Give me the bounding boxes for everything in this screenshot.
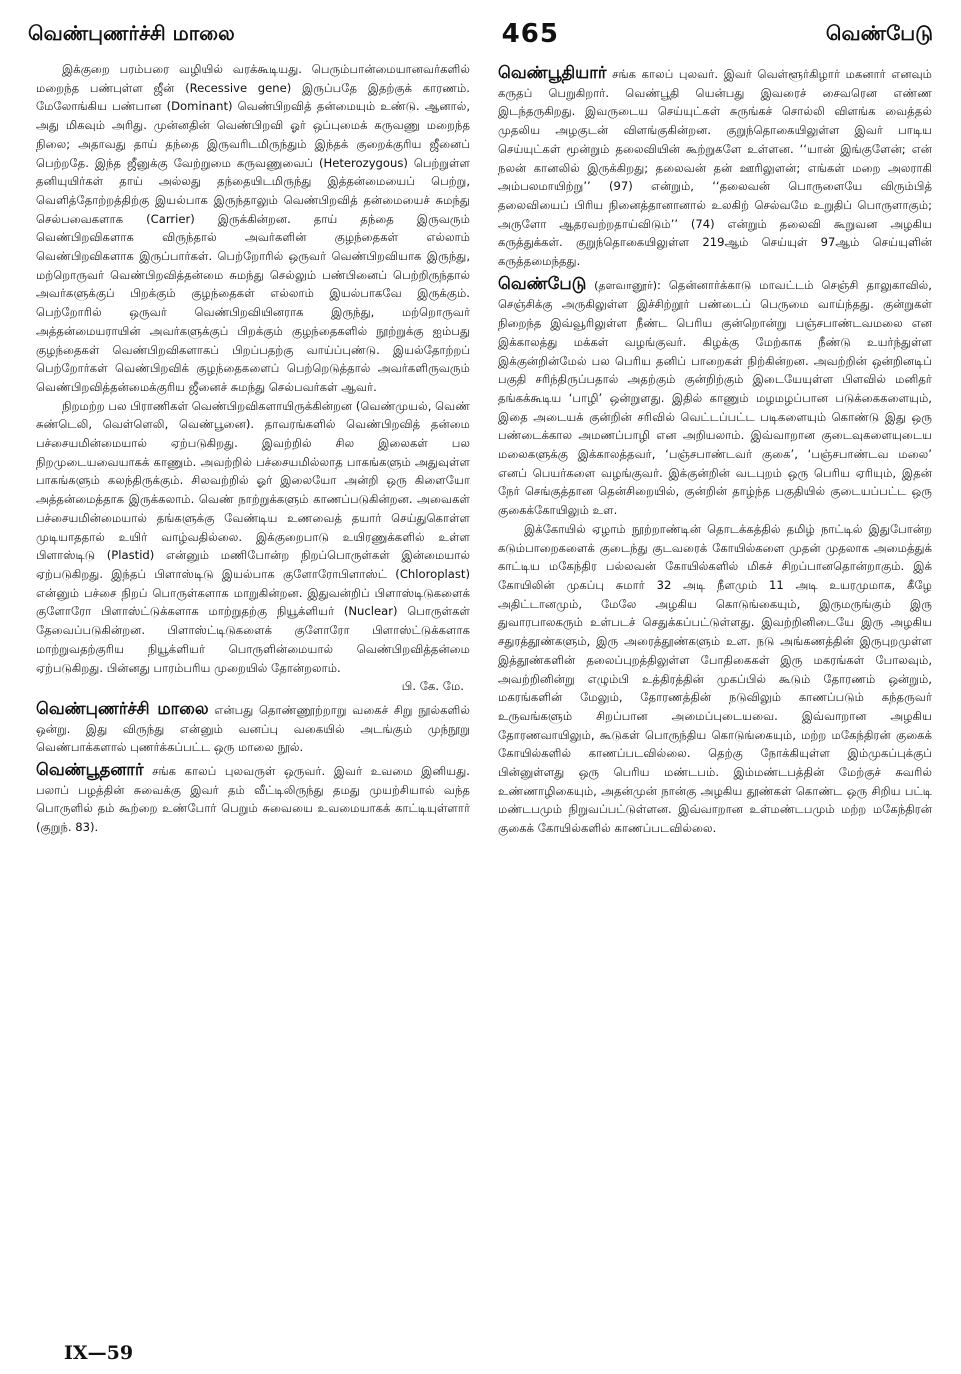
right-column <box>498 60 932 838</box>
entry-venbuthanar <box>36 761 470 837</box>
entry-headword: வெண்பூதனார் <box>36 760 144 780</box>
albinism-paragraph-2-text: நிறமற்ற பல பிராணிகள் வெண்பிறவிகளாயிருக்கின்றன (வெண்முயல், வெண் சுண்டெலி, வெள்ளெலி, வெண்பூனை). தாவரங்களில் வெண்பிறவித் தன்மை பச்சையமின்மையால் ஏற்படுகிறது. இவற்றில் சில இலைகள் பல நிறமுடையவையாகக் காணும். அவற்றில் பச்சையமில்லாத பாகங்களும் அதுவுள்ள பாகங்களும் கலந்திருக்கும். சிலவற்றில் ஓர் இலையோ அன்றி ஒரு கிளையோ அத்தன்மைத்தாக இருக்கலாம். வெண் நாற்றுக்களும் காணப்படுகின்றன. அவைகள் பச்சையமின்மையால் தங்களுக்கு வேண்டிய உணவைத் தயார் செய்துகொள்ள முடியாததால் உயிர் வாழ்வதில்லை. இக்குறைபாடு உயிரணுக்களில் உள்ள பிளாஸ்டிடு (Plastid) என்னும் மணிபோன்ற நிறப்பொருள்கள் இன்மையால் ஏற்படுகிறது. இந்தப் பிளாஸ்டிடு இயல்பாக குளோரோபிளாஸ்ட் (Chloroplast) என்னும் பச்சை நிறப் பொருள்களாக மாறுகின்றன. இதுவன்றிப் பிளாஸ்டிடுகளைக் குளோரோ பிளாஸ்ட்டுக்களாக மாற்றுதற்கு நியூக்ளியர் (Nuclear) பொருள்கள் தேவைப்படுகின்றன. பிளாஸ்ட்டிடுகளைக் குளோரோ பிளாஸ்ட்டுக்களாக மாற்றுவதற்குரிய நியூக்ளியர் பொருளின்மையால் வெண்பிறவித்தன்மை ஏற்படுகிறது. பின்னது பாரம்பரிய முறையில் தோன்றலாம். <box>36 398 470 675</box>
entry-headword: வெண்பேடு <box>498 273 587 293</box>
entry-text: : தென்னார்க்காடு மாவட்டம் செஞ்சி தாலுகாவில், செஞ்சிக்கு அருகிலுள்ள இச்சிற்றூர் பண்டைப் பெருமை வாய்ந்தது. குன்றுகள் நிறைந்த இவ்வூரிலுள்ள நீண்ட பெரிய குன்றொன்று பஞ்சபாண்டவமலை என இக்காலத்து மக்கள் வழங்குவர். கிழக்கு மேற்காக நீண்டு உயர்ந்துள்ள இக்குன்றின்மேல் பல பெரிய தனிப் பாறைகள் நிற்கின்றன. அவற்றின் ஒன்றினடிப் பகுதி சரிந்திருப்பதால் அதற்கும் குன்றிற்கும் இடையேயுள்ள பிளவில் மனிதர் தங்கக்கூடிய ‘பாழி’ ஒன்றுளது. இதில் காணும் மழமழப்பான படுக்கைகளையும், இதை அடையக் குன்றின் சரிவில் வெட்டப்பட்ட படிகளையும் கொண்டு இது ஒரு பண்டைக்கால அமணப்பாழி என அறியலாம். இவ்வாறான குடைவுகளையுடைய மலைகளுக்கு இக்காலத்தவர், ‘பஞ்சபாண்டவர் குகை’, ‘பஞ்சபாண்டவ மலை’ எனப் பெயர்களை வழங்குவர். இக்குன்றின் வடபுறம் ஒரு பெரிய ஏரியும், இதன் நேர் செங்குத்தான தென்சிறையில், குன்றின் தாழ்ந்த பகுதியில் குடையப்பட்ட ஒரு குகைக்கோயிலும் உள. <box>498 277 932 518</box>
entry-text: சங்க காலப் புலவருள் ஒருவர். இவர் உவமை இனியது. பலாப் பழத்தின் சுவைக்கு இவர் தம் வீட்டிலிருந்து தமது முயற்சியால் வந்த பொருளில் தம் கூற்றை உண்போர் பெறும் சுவையை உவமையாகக் காட்டியுள்ளார் (குறுந். 83). <box>36 764 470 835</box>
header-left-entry: வெண்புணர்ச்சி மாலை <box>28 20 235 45</box>
cave-temple-paragraph: இக்கோயில் ஏழாம் நூற்றாண்டின் தொடக்கத்தில் தமிழ் நாட்டில் இதுபோன்ற கடும்பாறைகளைக் குடைந்து குடவரைக் கோயில்களை முதன் முதலாக அமைத்துக் காட்டிய மகேந்திர பல்லவன் கோயில்களில் மிகச் சிறப்பானதொன்றாகும். இக் கோயிலின் முகப்பு சுமார் 32 அடி நீளமும் 11 அடி உயரமுமாக, கீழே அதிட்டானமும், மேலே அழகிய கொடுங்கையும், இருமருங்கும் இரு துவாரபாலகரும் உள்படச் செதுக்கப்பட்டுள்ளது. இவற்றினிடையே இரு அழகிய சதுரத்தூண்களும், இரு அரைத்தூண்களும் உள. நடு அங்கணத்தின் இருபுறமுள்ள இத்தூண்களின் தலைப்புறத்திலுள்ள போதிகைகள் இரு மகரங்கள் போலவும், அவற்றினின்று எழும்பி உத்திரத்தின் முகப்பில் கூடும் தோரணம் ஒன்றும், மகரங்களின் மேலும், தோரணத்தின் நடுவிலும் காணப்படும் கந்தருவர் உருவங்களும் சிறப்பான அமைப்புடையவை. இவ்வாறான அழகிய தோரணவாயிலும், கூடுகள் பொருந்திய கொடுங்கையும், மற்ற மகேந்திரன் குகைக் கோயில்களில் காணப்படவில்லை. தெற்கு நோக்கியுள்ள இம்முகப்புக்குப் பின்னுள்ளது ஒரு பெரிய மண்டபம். இம்மண்டபத்தின் மேற்குச் சுவரில் உண்ணாழிகையும், அதன்முன் நான்கு அழகிய தூண்கள் கொண்ட ஒரு சிறிய பட்டி மண்டபமும் நிறுவப்பட்டுள்ளன. இவ்வாறான உள்மண்டபமும் மற்ற மகேந்திரன் குகைக் கோயில்களில் காணப்படவில்லை. <box>498 521 932 836</box>
albinism-paragraph-1: இக்குறை பரம்பரை வழியில் வரக்கூடியது. பெரும்பான்மையானவர்களில் மறைந்த பண்புள்ள ஜீன் (Recessive gene) இருப்பதே இதற்குக் காரணம். மேலோங்கிய பண்பான (Dominant) வெண்பிறவித் தன்மையும் உண்டு. ஆனால், அது மிகவும் அரிது. முன்னதின் வெண்பிறவி ஓர் ஒப்புமைக் கருவணு மறைந்த நிலை; அதாவது தாய் தந்தை இருவரிடமிருந்தும் இந்தக் குறைக்குரிய ஜீனைப் பெற்றதே. இந்த ஜீனுக்கு வேற்றுமை கருவணுவைப் (Heterozygous) பெற்றுள்ள தனியுயிர்கள் தாய் அல்லது தந்தையிடமிருந்து இத்தன்மையைப் பெற்று, வெளித்தோற்றத்திற்கு இயல்பாக இருந்தாலும் வெண்பிறவித் தன்மையைச் சுமந்து செல்பவைகளாக (Carrier) இருக்கின்றன. தாய் தந்தை இருவரும் வெண்பிறவிகளாக விருந்தால் அவர்களின் குழந்தைகள் எல்லாம் வெண்பிறவிகளாக இருப்பார்கள். பெற்றோரில் ஒருவர் வெண்பிறவியாக இருந்து, மற்றொருவர் வெண்பிறவித்தன்மை சுமந்து செல்லும் பண்பினைப் பெற்றிருந்தால் அவர்களுக்குப் பிறக்கும் குழந்தைகள் எல்லாம் இயல்பாகவே இருக்கும். பெற்றோரில் ஒருவர் வெண்பிறவியினராக இருந்து, மற்றொருவர் அத்தன்மையராயின் அவர்களுக்குப் பிறக்கும் குழந்தைகளில் நூற்றுக்கு ஐம்பது குழந்தைகள் வெண்பிறவிகளாகப் பிறப்பதற்கு வாய்ப்புண்டு. இயல்தோற்றப் பெற்றோர்கள் வெண்பிறவிக் குழந்தைகளைப் பெற்றெடுத்தால் அவர்களிருவரும் வெண்பிறவித்தன்மைக்குரிய ஜீனைச் சுமந்து செல்பவர்கள் ஆவர். <box>36 62 470 394</box>
author-signature: பி. கே. மே. <box>401 679 464 694</box>
entry-text: என்பது தொண்ணூற்றாறு வகைச் சிறு நூல்களில் ஒன்று. இது விருந்து என்னும் வனப்பு வகையில் அடங்கும் முந்நூறு வெண்பாக்களால் புணர்க்கப்பட்ட ஒரு மாலை நூல். <box>36 702 470 755</box>
entry-text: சங்க காலப் புலவர். இவர் வெள்ளூர்கிழார் மகனார் எனவும் கருதப் பெறுகிறார். வெண்பூதி யென்பது இவரைச் சைவரென எண்ண இடந்தருகிறது. இவருடைய செய்யுட்கள் சுருங்கச் சொல்லி விளங்க வைத்தல் முதலிய அழகுடன் விளங்குகின்றன. குறுந்தொகையிலுள்ள இவர் பாடிய செய்யுட்கள் மூன்றும் தலைவியின் கூற்றுகளே உள்ளன. ‘‘யான் இங்குளேன்; என் நலன் கானலில் இருக்கிறது; தலைவன் தன் ஊரிலுளன்; எங்கள் மறை அலராகி அம்பலமாயிற்று’’ (97) என்றும், ‘‘தலைவன் பொருளையே விரும்பித் தலைவியைப் பிரிய நினைத்தானானால் உலகிற் செல்வமே உறுதிப் பொருளாகும்; அருளோ ஆதரவற்றதாய்விடும்’’ (74) என்றும் தலைவி கூறுவன அழகிய கருத்துக்கள். குறுந்தொகையிலுள்ள 219ஆம் செய்யுள் 97ஆம் செய்யுளின் கருத்தமைந்தது. <box>498 67 932 269</box>
entry-venpunarchi-maalai <box>36 700 470 757</box>
entry-headword: வெண்பூதியார் <box>498 63 607 82</box>
entry-venpedu <box>498 275 932 520</box>
albinism-paragraph-2 <box>36 397 470 696</box>
page-header <box>28 14 933 54</box>
entry-headword: வெண்புணர்ச்சி மாலை <box>36 698 209 718</box>
page-number: 465 <box>501 19 559 49</box>
volume-page-marker: IX—59 <box>64 1342 134 1364</box>
entry-note: (தளவானூர்) <box>586 278 657 292</box>
header-right-entry: வெண்பேடு <box>825 20 933 45</box>
left-column <box>36 60 470 837</box>
entry-venbuthiyar <box>498 64 932 271</box>
